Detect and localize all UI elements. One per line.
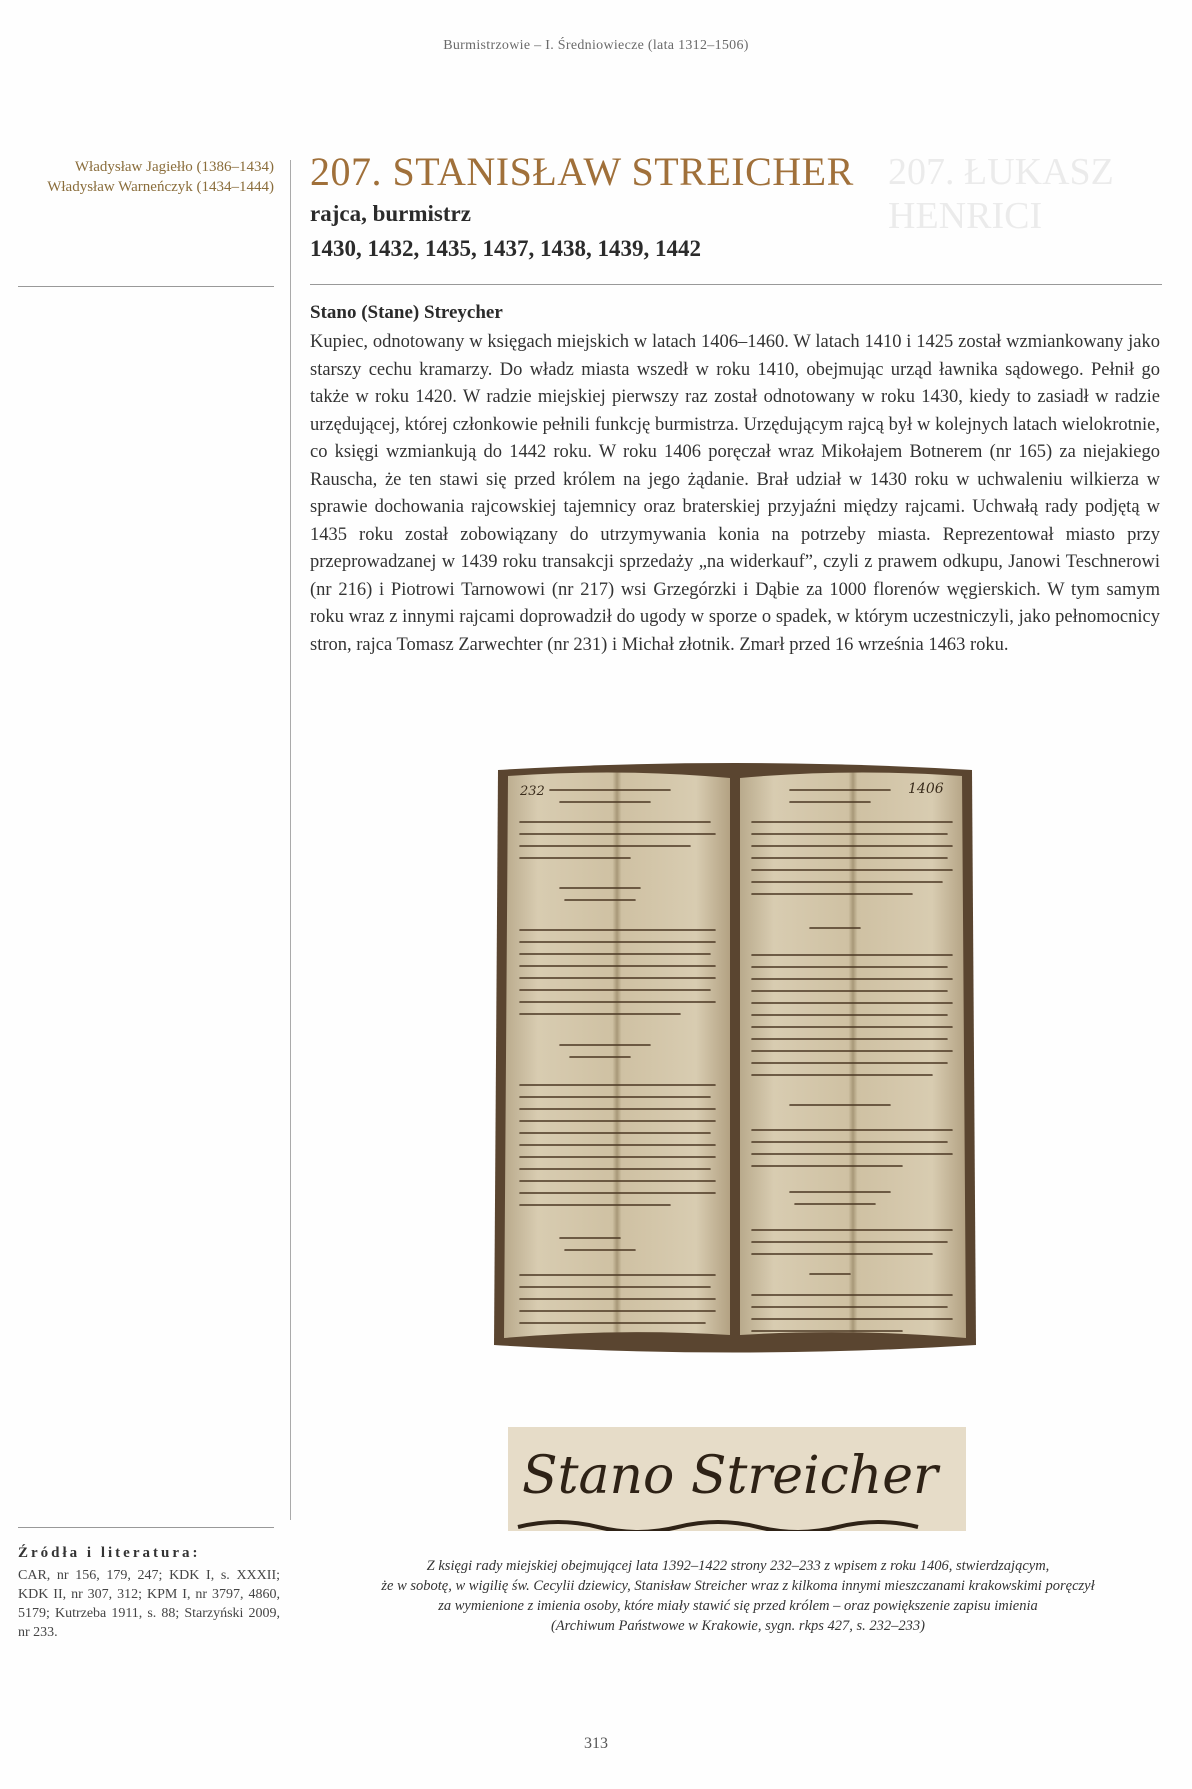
entry-years: 1430, 1432, 1435, 1437, 1438, 1439, 1442 <box>310 236 701 261</box>
page-number: 313 <box>584 1735 608 1752</box>
signature-text: Stano Streicher <box>522 1446 938 1506</box>
entry-title: 207. STANISŁAW STREICHER <box>310 149 854 194</box>
title-divider <box>310 284 1162 285</box>
name-variant: Stano (Stane) Streycher <box>310 302 503 323</box>
caption-line: za wymienione z imienia osoby, które miały stawić się przed królem – oraz powiększenie zapisu imienia <box>438 1598 1038 1614</box>
reign-warnenczyk: Władysław Warneńczyk (1434–1444) <box>47 179 274 195</box>
entry-subtitle: rajca, burmistrz <box>310 201 471 226</box>
sources-heading: Źródła i literatura: <box>18 1545 201 1561</box>
column-divider <box>290 160 291 1520</box>
reign-list <box>18 157 274 197</box>
figure-caption <box>318 1556 1158 1636</box>
signature-enlargement <box>508 1427 966 1531</box>
sources-text: CAR, nr 156, 179, 247; KDK I, s. XXXII; KDK II, nr 307, 312; KPM I, nr 3797, 4860, 5179; Kutrzeba 1911, s. 88; Starzyński 2009, nr 233. <box>18 1568 280 1640</box>
manuscript-photo <box>490 760 980 1355</box>
running-head: Burmistrzowie – I. Średniowiecze (lata 1312–1506) <box>443 38 749 53</box>
biography-text: Kupiec, odnotowany w księgach miejskich w latach 1406–1460. W latach 1410 i 1425 został wzmiankowany jako starszy cechu kramarzy. Do władz miasta wszedł w roku 1410, obejmując urząd ławnika sądowego. Pełnił go także w roku 1420. W radzie miejskiej pierwszy raz został odnotowany w roku 1430, kiedy to zasiadł w radzie urzędującej, której członkowie pełnili funkcję burmistrza. Urzędującym rajcą był w kolejnych latach wielokrotnie, co księgi wzmiankują do 1442 roku. W roku 1406 poręczał wraz Mikołajem Botnerem (nr 165) za niejakiego Rauscha, że ten stawi się przed królem na jego żądanie. Brał udział w 1430 roku w uchwaleniu wilkierza w sprawie dochowania rajcowskiej tajemnicy oraz braterskiej przyjaźni między rajcami. Uchwałą rady podjętą w 1435 roku został zobowiązany do utrzymywania konia na potrzeby miasta. Reprezentował miasto przy przeprowadzanej w 1439 roku transakcji sprzedaży „na widerkauf”, czyli z prawem odkupu, Janowi Teschnerowi (nr 216) i Piotrowi Tarnowowi (nr 217) wsi Grzegórzki i Dąbie za 1000 florenów węgierskich. W tym samym roku wraz z innymi rajcami doprowadził do ugody w sporze o spadek, w którym uczestniczyli, jako pełnomocnicy stron, rajca Tomasz Zarwechter (nr 231) i Michał złotnik. Zmarł przed 16 września 1463 roku. <box>310 332 1160 655</box>
caption-line: (Archiwum Państwowe w Krakowie, sygn. rkps 427, s. 232–233) <box>550 1618 926 1634</box>
bleed-through-shadow: 207. ŁUKASZ HENRICI <box>888 151 1114 237</box>
left-page-number: 232 <box>520 784 545 799</box>
reign-jagiello: Władysław Jagiełło (1386–1434) <box>74 159 274 175</box>
sidebar-divider <box>18 286 274 287</box>
right-page-number: 1406 <box>908 781 944 797</box>
caption-line: Z księgi rady miejskiej obejmującej lata 1392–1422 strony 232–233 z wpisem z roku 1406, stwierdzającym, <box>426 1558 1050 1574</box>
sources-divider <box>18 1527 274 1528</box>
caption-line: że w sobotę, w wigilię św. Cecylii dziewicy, Stanisław Streicher wraz z kilkoma innymi mieszczanami krakowskimi poręczył <box>381 1578 1095 1594</box>
